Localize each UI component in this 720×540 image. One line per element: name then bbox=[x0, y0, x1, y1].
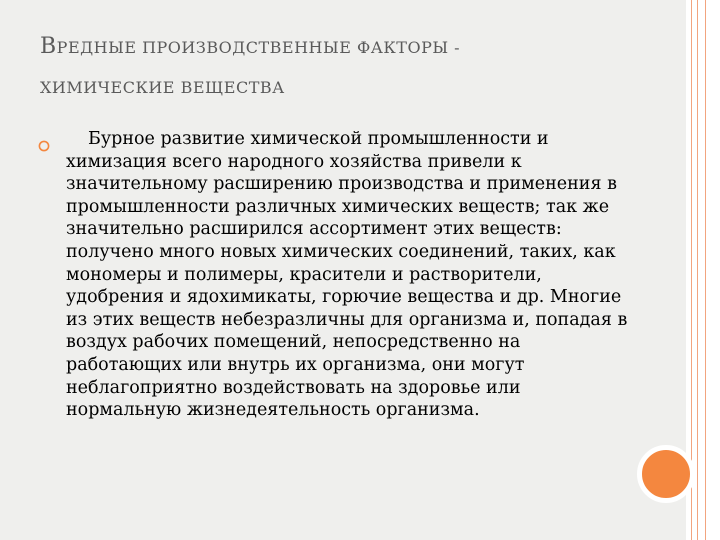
slide-title bbox=[40, 36, 660, 96]
decorative-circle bbox=[637, 445, 695, 503]
decorative-line bbox=[697, 0, 698, 540]
decorative-line bbox=[705, 0, 706, 540]
title-line-2: ХИМИЧЕСКИЕ ВЕЩЕСТВА bbox=[40, 78, 285, 97]
circle-bullet-icon bbox=[38, 140, 50, 152]
title-line-1: ВРЕДНЫЕ ПРОИЗВОДСТВЕННЫЕ ФАКТОРЫ - bbox=[40, 34, 461, 59]
body-paragraph: Бурное развитие химической промышленности и химизация всего народного хозяйства привели к значительному расширению производства и применения в промышленности различных химических веществ; так же значительно расширился ассортимент этих веществ: получено много новых химических соединений, таких, как мономеры и полимеры, красители и растворители, удобрения и ядохимикаты, горючие вещества и др. Многие из этих веществ небезразличны для организма и, попадая в воздух рабочих помещений, непосредственно на работающих или внутрь их организма, они могут неблагоприятно воздействовать на здоровье или нормальную жизнедеятельность организма. bbox=[66, 129, 628, 421]
